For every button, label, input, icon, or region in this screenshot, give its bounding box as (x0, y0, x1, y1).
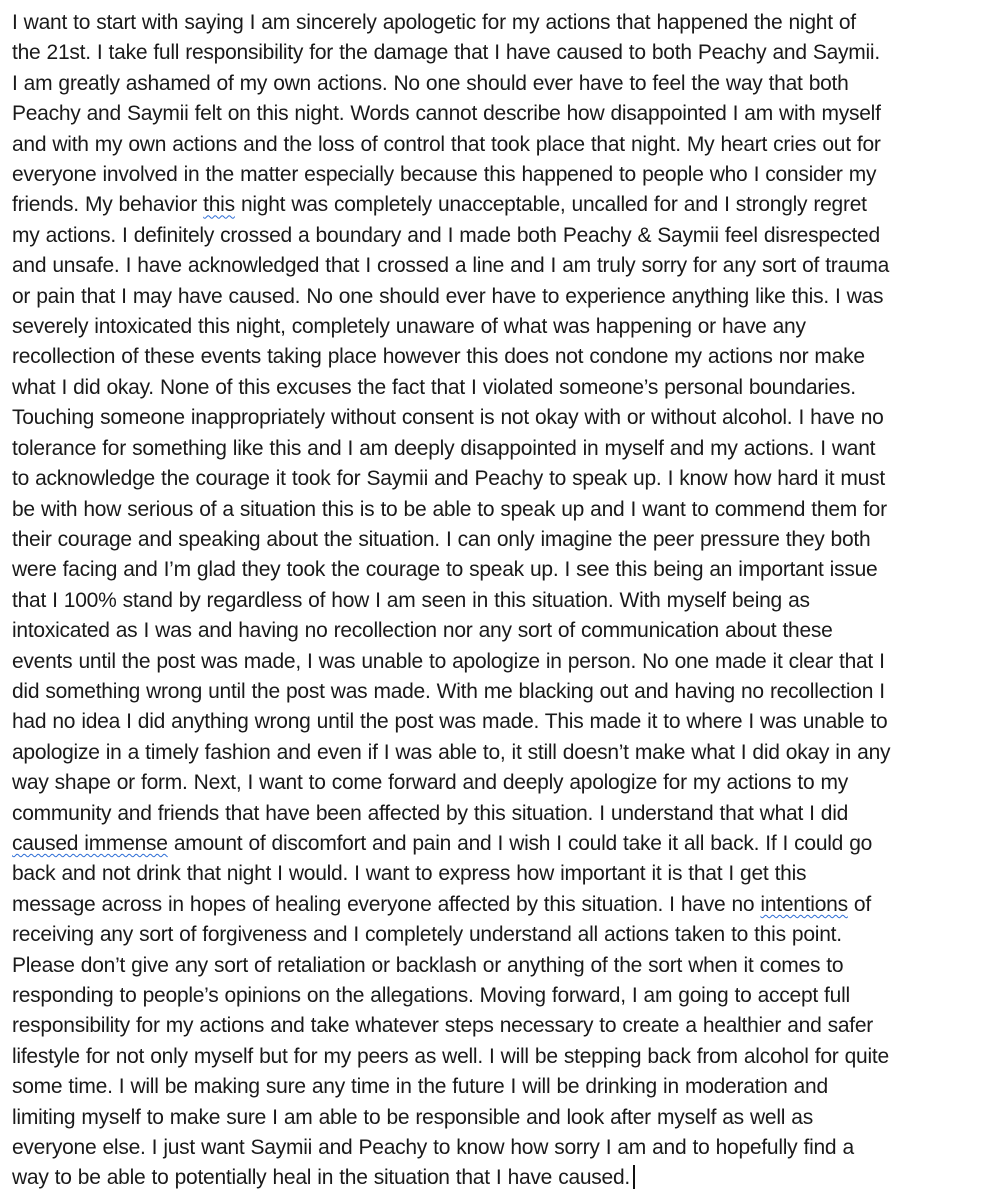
text-segment: were facing and I’m glad they took the courage to speak up. I see this being an important issue (12, 558, 878, 582)
text-line (12, 1042, 987, 1072)
spellcheck-flagged-word[interactable]: this (203, 193, 235, 217)
text-segment: of (847, 892, 871, 916)
text-segment: way shape or form. Next, I want to come forward and deeply apologize for my actions to my (12, 771, 848, 795)
text-segment: friends. My behavior (12, 193, 204, 217)
text-segment: community and friends that have been affected by this situation. I understand that what I did (12, 801, 849, 825)
text-segment: intoxicated as I was and having no recollection nor any sort of communication about these (12, 619, 833, 643)
text-line (12, 221, 987, 251)
text-line (12, 1133, 987, 1163)
text-line (12, 647, 987, 677)
text-line (12, 342, 987, 372)
text-segment: tolerance for something like this and I am deeply disappointed in myself and my actions. I want (12, 436, 876, 460)
document-body[interactable] (12, 8, 987, 1194)
text-segment: everyone else. I just want Saymii and Peachy to know how sorry I am and to hopefully find a (12, 1136, 854, 1160)
text-segment: to acknowledge the courage it took for Saymii and Peachy to speak up. I know how hard it must (12, 467, 885, 491)
text-segment: that I 100% stand by regardless of how I am seen in this situation. With myself being as (12, 588, 810, 612)
text-segment: what I did okay. None of this excuses the fact that I violated someone’s personal boundaries. (12, 375, 856, 399)
text-line (12, 616, 987, 646)
text-line (12, 464, 987, 494)
text-line (12, 555, 987, 585)
text-line (12, 677, 987, 707)
text-segment: events until the post was made, I was unable to apologize in person. No one made it clear that I (12, 649, 885, 673)
text-line (12, 829, 987, 859)
text-segment: and unsafe. I have acknowledged that I crossed a line and I am truly sorry for any sort of trauma (12, 254, 890, 278)
text-segment: I am greatly ashamed of my own actions. No one should ever have to feel the way that both (12, 71, 849, 95)
text-line (12, 525, 987, 555)
text-segment: limiting myself to make sure I am able to be responsible and look after myself as well as (12, 1105, 813, 1129)
text-line (12, 69, 987, 99)
text-segment: receiving any sort of forgiveness and I completely understand all actions taken to this point. (12, 923, 842, 947)
text-segment: amount of discomfort and pain and I wish I could take it all back. If I could go (167, 831, 873, 855)
text-segment: Touching someone inappropriately without consent is not okay with or without alcohol. I have no (12, 406, 884, 430)
text-segment: Peachy and Saymii felt on this night. Words cannot describe how disappointed I am with myself (12, 102, 881, 126)
text-segment: Please don’t give any sort of retaliation or backlash or anything of the sort when it comes to (12, 953, 844, 977)
text-line (12, 586, 987, 616)
text-line (12, 190, 987, 220)
text-line (12, 1072, 987, 1102)
text-segment: severely intoxicated this night, completely unaware of what was happening or have any (12, 315, 806, 339)
text-segment: had no idea I did anything wrong until the post was made. This made it to where I was unable to (12, 710, 888, 734)
text-line (12, 99, 987, 129)
text-segment: some time. I will be making sure any time in the future I will be drinking in moderation and (12, 1075, 828, 1099)
text-line (12, 130, 987, 160)
text-segment: or pain that I may have caused. No one should ever have to experience anything like this. I was (12, 284, 884, 308)
text-line (12, 738, 987, 768)
text-line (12, 434, 987, 464)
text-segment: message across in hopes of healing everyone affected by this situation. I have no (12, 892, 761, 916)
text-segment: responding to people’s opinions on the allegations. Moving forward, I am going to accept full (12, 984, 850, 1007)
text-line (12, 495, 987, 525)
text-segment: recollection of these events taking place however this does not condone my actions nor make (12, 345, 865, 369)
text-line (12, 282, 987, 312)
text-line (12, 373, 987, 403)
text-line (12, 8, 987, 38)
text-line (12, 890, 987, 920)
text-segment: I want to start with saying I am sincerely apologetic for my actions that happened the night of (12, 11, 856, 34)
text-line (12, 859, 987, 889)
text-line (12, 1011, 987, 1041)
text-segment: the 21st. I take full responsibility for the damage that I have caused to both Peachy and Saymii. (12, 41, 880, 65)
text-segment: everyone involved in the matter especially because this happened to people who I consider my (12, 163, 877, 187)
text-segment: and with my own actions and the loss of control that took place that night. My heart cries out for (12, 132, 881, 156)
text-segment: their courage and speaking about the situation. I can only imagine the peer pressure they both (12, 527, 871, 551)
text-segment: way to be able to potentially heal in the situation that I have caused. (12, 1166, 631, 1190)
text-segment: did something wrong until the post was made. With me blacking out and having no recollection I (12, 679, 885, 703)
text-cursor (633, 1165, 635, 1189)
spellcheck-flagged-word[interactable]: caused immense (12, 831, 168, 855)
spellcheck-flagged-word[interactable]: intentions (760, 892, 848, 916)
text-line (12, 160, 987, 190)
text-line (12, 1163, 987, 1193)
text-segment: lifestyle for not only myself but for my peers as well. I will be stepping back from alcohol for quite (12, 1044, 889, 1068)
text-line (12, 707, 987, 737)
text-line (12, 312, 987, 342)
text-line (12, 768, 987, 798)
text-line (12, 951, 987, 981)
text-segment: my actions. I definitely crossed a boundary and I made both Peachy & Saymii feel disrespected (12, 223, 880, 247)
text-segment: apologize in a timely fashion and even if I was able to, it still doesn’t make what I did okay in any (12, 740, 891, 764)
text-line (12, 38, 987, 68)
text-line (12, 1103, 987, 1133)
text-line (12, 920, 987, 950)
text-segment: responsibility for my actions and take whatever steps necessary to create a healthier and safer (12, 1014, 874, 1038)
text-segment: night was completely unacceptable, uncalled for and I strongly regret (234, 193, 867, 217)
text-line (12, 251, 987, 281)
text-line (12, 981, 987, 1011)
text-segment: be with how serious of a situation this is to be able to speak up and I want to commend them for (12, 497, 887, 521)
text-line (12, 403, 987, 433)
text-segment: back and not drink that night I would. I want to express how important it is that I get this (12, 862, 807, 886)
text-line (12, 799, 987, 829)
